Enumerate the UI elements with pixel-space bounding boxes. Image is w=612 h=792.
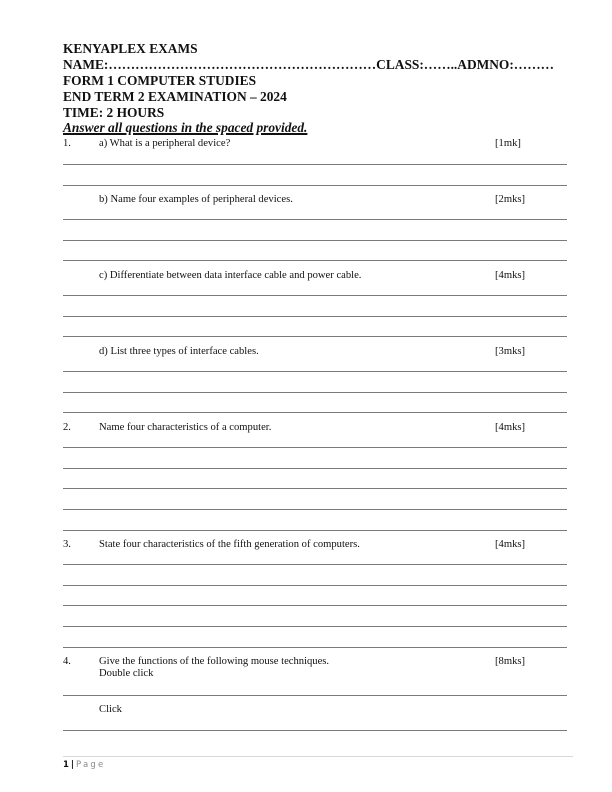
answer-line[interactable] bbox=[63, 316, 567, 317]
page-label: Page bbox=[76, 760, 106, 770]
answer-line[interactable] bbox=[63, 695, 567, 696]
question-number: 3. bbox=[63, 539, 71, 550]
answer-line[interactable] bbox=[63, 240, 567, 241]
page-footer bbox=[63, 760, 105, 770]
answer-line[interactable] bbox=[63, 164, 567, 165]
answer-line[interactable] bbox=[63, 392, 567, 393]
footer-divider bbox=[63, 756, 573, 757]
answer-line[interactable] bbox=[63, 412, 567, 413]
sub-item-click: Click bbox=[99, 704, 122, 715]
exam-duration: TIME: 2 HOURS bbox=[63, 105, 165, 120]
answer-line[interactable] bbox=[63, 336, 567, 337]
question-marks: [4mks] bbox=[495, 539, 526, 550]
question-marks: [2mks] bbox=[495, 194, 526, 205]
footer-separator: | bbox=[70, 760, 75, 770]
exam-title: END TERM 2 EXAMINATION – 2024 bbox=[63, 89, 287, 104]
student-details-line: NAME:……………………………………………………CLASS:……..ADMNO:……… bbox=[63, 57, 554, 72]
question-text: b) Name four examples of peripheral devices. bbox=[99, 194, 293, 205]
question-number: 1. bbox=[63, 138, 71, 149]
question-number: 4. bbox=[63, 656, 71, 667]
instructions: Answer all questions in the spaced provided. bbox=[63, 120, 308, 135]
answer-line[interactable] bbox=[63, 371, 567, 372]
question-marks: [3mks] bbox=[495, 346, 526, 357]
page-number: 1 bbox=[63, 760, 69, 770]
answer-line[interactable] bbox=[63, 564, 567, 565]
answer-line[interactable] bbox=[63, 468, 567, 469]
question-marks: [8mks] bbox=[495, 656, 526, 667]
answer-line[interactable] bbox=[63, 626, 567, 627]
question-text: Give the functions of the following mouse techniques. bbox=[99, 656, 330, 667]
question-marks: [1mk] bbox=[495, 138, 521, 149]
question-text: State four characteristics of the fifth generation of computers. bbox=[99, 539, 360, 550]
answer-line[interactable] bbox=[63, 219, 567, 220]
answer-line[interactable] bbox=[63, 185, 567, 186]
answer-line[interactable] bbox=[63, 585, 567, 586]
question-marks: [4mks] bbox=[495, 270, 526, 281]
answer-line[interactable] bbox=[63, 605, 567, 606]
sub-item-double-click: Double click bbox=[99, 668, 154, 679]
answer-line[interactable] bbox=[63, 295, 567, 296]
question-marks: [4mks] bbox=[495, 422, 526, 433]
question-text: d) List three types of interface cables. bbox=[99, 346, 259, 357]
answer-line[interactable] bbox=[63, 647, 567, 648]
question-text: a) What is a peripheral device? bbox=[99, 138, 231, 149]
school-name: KENYAPLEX EXAMS bbox=[63, 41, 198, 56]
answer-line[interactable] bbox=[63, 260, 567, 261]
subject-title: FORM 1 COMPUTER STUDIES bbox=[63, 73, 257, 88]
question-text: Name four characteristics of a computer. bbox=[99, 422, 272, 433]
answer-line[interactable] bbox=[63, 447, 567, 448]
answer-line[interactable] bbox=[63, 530, 567, 531]
answer-line[interactable] bbox=[63, 488, 567, 489]
answer-line[interactable] bbox=[63, 730, 567, 731]
question-text: c) Differentiate between data interface cable and power cable. bbox=[99, 270, 362, 281]
question-number: 2. bbox=[63, 422, 71, 433]
answer-line[interactable] bbox=[63, 509, 567, 510]
